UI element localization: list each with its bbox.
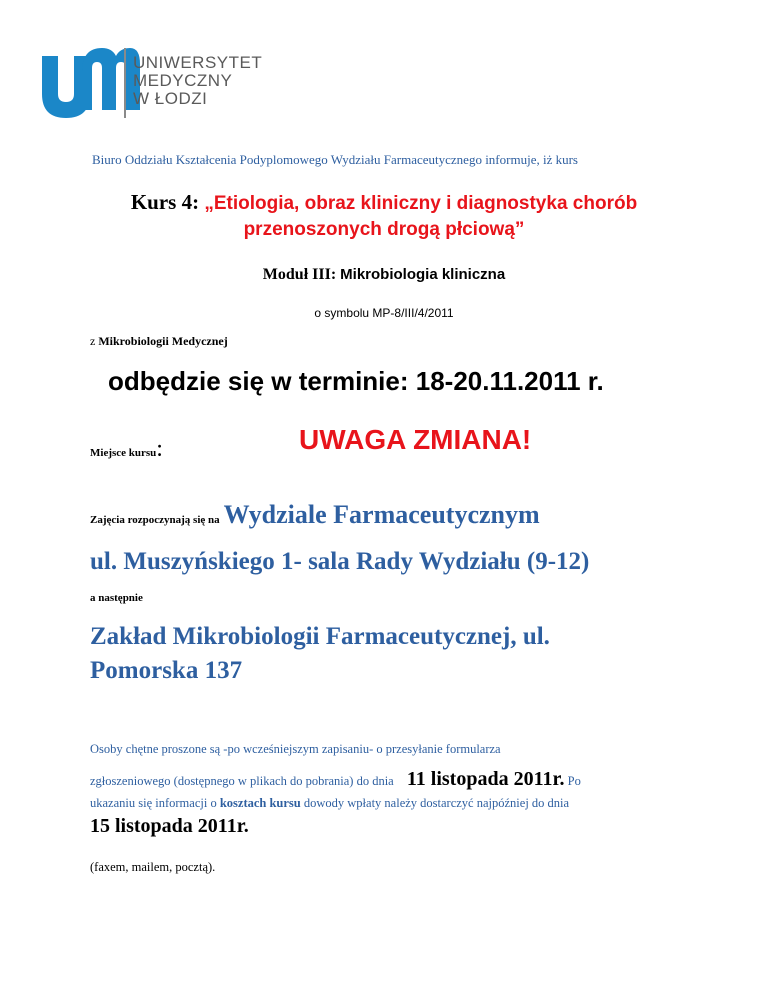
then-text: a następnie <box>90 592 143 604</box>
delivery-methods: (faxem, mailem, pocztą). <box>90 860 216 874</box>
course-number: Kurs 4: <box>130 190 200 214</box>
place-colon: : <box>156 436 163 462</box>
faculty-name: Wydziale Farmaceutycznym <box>223 500 540 529</box>
organizer-prefix: z <box>90 334 96 348</box>
address-secondary <box>90 620 550 688</box>
info-line1: Osoby chętne proszone są -po wcześniejszym zapisaniu- o przesyłanie formularza <box>90 742 501 756</box>
info-line2-tail: Po <box>567 774 581 788</box>
course-title-line2: przenoszonych drogą płciową” <box>243 219 525 240</box>
module-heading <box>0 266 768 284</box>
address-secondary-line2: Pomorska 137 <box>90 657 243 684</box>
module-name: Mikrobiologia kliniczna <box>340 266 506 283</box>
university-name-line: MEDYCZNY <box>133 71 233 90</box>
course-symbol: o symbolu MP-8/III/4/2011 <box>314 306 454 320</box>
address-primary: ul. Muszyńskiego 1- sala Rady Wydziału (9-12) <box>90 548 590 575</box>
start-location <box>90 500 540 530</box>
address-secondary-line1: Zakład Mikrobiologii Farmaceutycznej, ul. <box>90 623 550 650</box>
place-label <box>90 436 163 463</box>
university-name <box>133 54 262 108</box>
place-label-text: Miejsce kursu <box>90 447 157 459</box>
module-number: Moduł III: <box>262 266 337 283</box>
info-line3 <box>90 796 569 811</box>
registration-deadline: 11 listopada 2011r. <box>406 768 565 790</box>
payment-deadline: 15 listopada 2011r. <box>90 815 249 837</box>
course-dates: odbędzie się w terminie: 18-20.11.2011 r. <box>108 366 604 396</box>
info-line2 <box>90 768 581 791</box>
intro-text: Biuro Oddziału Kształcenia Podyplomowego Wydziału Farmaceutycznego informuje, iż kurs <box>92 152 578 167</box>
course-title <box>0 188 768 218</box>
change-notice: UWAGA ZMIANA! <box>299 424 532 455</box>
organizer <box>90 334 228 349</box>
organizer-name: Mikrobiologii Medycznej <box>98 334 228 348</box>
info-line2-text: zgłoszeniowego (dostępnego w plikach do pobrania) do dnia <box>90 774 394 788</box>
university-name-line: W ŁODZI <box>133 89 208 108</box>
info-line3-b: dowody wpłaty należy dostarczyć najpóźniej do dnia <box>303 796 570 810</box>
start-prefix: Zajęcia rozpoczynają się na <box>90 514 220 526</box>
info-line3-a: ukazaniu się informacji o <box>90 796 217 810</box>
course-cost-label: kosztach kursu <box>219 796 301 810</box>
course-title-line1: „Etiologia, obraz kliniczny i diagnostyka chorób <box>204 193 638 214</box>
university-name-line: UNIWERSYTET <box>133 53 263 72</box>
